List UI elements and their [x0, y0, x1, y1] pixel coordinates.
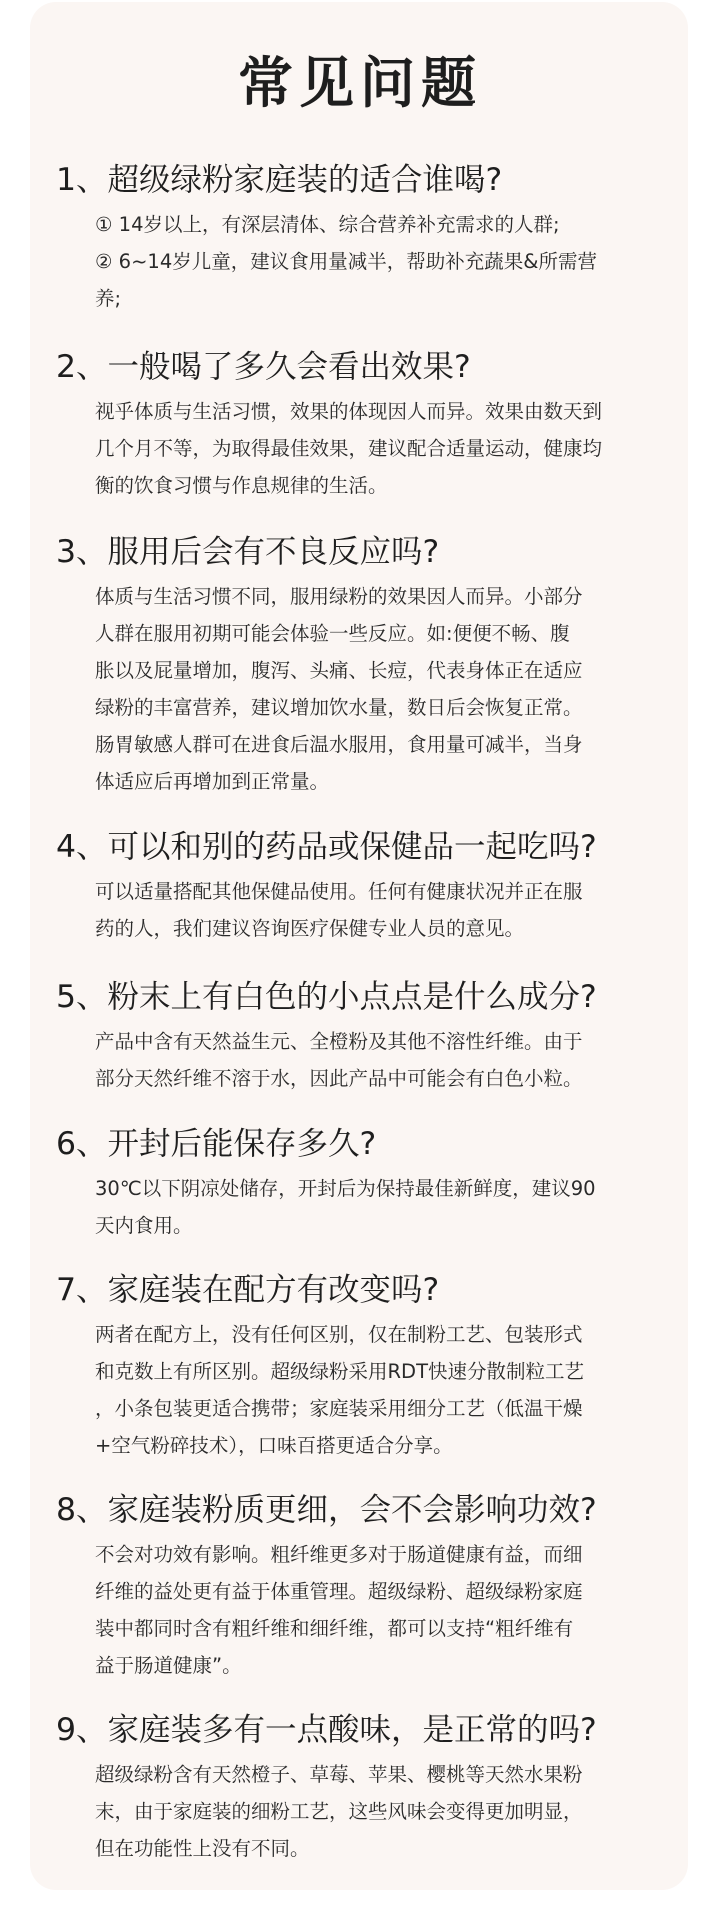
faq-question: 3、服用后会有不良反应吗? — [56, 534, 440, 570]
answer-line: 但在功能性上没有不同。 — [95, 1837, 310, 1860]
faq-answer — [95, 873, 672, 947]
answer-line: 养; — [95, 287, 122, 310]
faq-answer — [95, 206, 672, 317]
answer-line: 可以适量搭配其他保健品使用。任何有健康状况并正在服 — [95, 880, 583, 903]
faq-item-1 — [56, 158, 672, 317]
faq-answer — [95, 1756, 672, 1867]
answer-line: 胀以及屁量增加，腹泻、头痛、长痘，代表身体正在适应 — [95, 659, 583, 682]
answer-line: 两者在配方上，没有任何区别，仅在制粉工艺、包装形式 — [95, 1323, 583, 1346]
faq-item-3 — [56, 530, 672, 800]
faq-question: 4、可以和别的药品或保健品一起吃吗? — [56, 829, 597, 865]
faq-answer — [95, 578, 672, 800]
answer-line: 和克数上有所区别。超级绿粉采用RDT快速分散制粒工艺 — [95, 1360, 584, 1383]
faq-question: 5、粉末上有白色的小点点是什么成分? — [56, 979, 597, 1015]
answer-line: 体质与生活习惯不同，服用绿粉的效果因人而异。小部分 — [95, 585, 583, 608]
faq-item-7 — [56, 1268, 672, 1464]
page-title: 常见问题 — [237, 51, 482, 115]
answer-line: 衡的饮食习惯与作息规律的生活。 — [95, 474, 388, 497]
faq-answer — [95, 393, 672, 504]
answer-line: 30℃以下阴凉处储存，开封后为保持最佳新鲜度，建议90 — [95, 1177, 596, 1200]
faq-item-5 — [56, 975, 672, 1097]
answer-line: 益于肠道健康”。 — [95, 1654, 242, 1677]
faq-question: 1、超级绿粉家庭装的适合谁喝? — [56, 162, 503, 198]
faq-item-6 — [56, 1122, 672, 1244]
faq-item-9 — [56, 1708, 672, 1867]
faq-question: 6、开封后能保存多久? — [56, 1126, 377, 1162]
faq-answer — [95, 1316, 672, 1464]
answer-line: 肠胃敏感人群可在进食后温水服用，食用量可减半，当身 — [95, 733, 583, 756]
answer-line: 人群在服用初期可能会体验一些反应。如:便便不畅、腹 — [95, 622, 570, 645]
answer-line: ① 14岁以上，有深层清体、综合营养补充需求的人群; — [95, 213, 560, 236]
answer-line: +空气粉碎技术），口味百搭更适合分享。 — [95, 1434, 453, 1457]
faq-question: 8、家庭装粉质更细，会不会影响功效? — [56, 1492, 597, 1528]
faq-answer — [95, 1536, 672, 1684]
answer-line: 天内食用。 — [95, 1214, 193, 1237]
faq-item-8 — [56, 1488, 672, 1684]
answer-line: 部分天然纤维不溶于水，因此产品中可能会有白色小粒。 — [95, 1067, 583, 1090]
answer-line: 不会对功效有影响。粗纤维更多对于肠道健康有益，而细 — [95, 1543, 583, 1566]
faq-item-2 — [56, 345, 672, 504]
answer-line: 体适应后再增加到正常量。 — [95, 770, 330, 793]
answer-line: 视乎体质与生活习惯，效果的体现因人而异。效果由数天到 — [95, 400, 603, 423]
faq-question: 9、家庭装多有一点酸味，是正常的吗? — [56, 1712, 597, 1748]
answer-line: 产品中含有天然益生元、全橙粉及其他不溶性纤维。由于 — [95, 1030, 583, 1053]
answer-line: ② 6~14岁儿童，建议食用量减半，帮助补充蔬果&所需营 — [95, 250, 597, 273]
faq-question: 2、一般喝了多久会看出效果? — [56, 349, 471, 385]
answer-line: ，小条包装更适合携带；家庭装采用细分工艺（低温干燥 — [95, 1397, 583, 1420]
faq-question: 7、家庭装在配方有改变吗? — [56, 1272, 440, 1308]
faq-answer — [95, 1170, 672, 1244]
answer-line: 装中都同时含有粗纤维和细纤维，都可以支持“粗纤维有 — [95, 1617, 574, 1640]
answer-line: 几个月不等，为取得最佳效果，建议配合适量运动，健康均 — [95, 437, 603, 460]
answer-line: 纤维的益处更有益于体重管理。超级绿粉、超级绿粉家庭 — [95, 1580, 583, 1603]
answer-line: 超级绿粉含有天然橙子、草莓、苹果、樱桃等天然水果粉 — [95, 1763, 583, 1786]
answer-line: 末，由于家庭装的细粉工艺，这些风味会变得更加明显， — [95, 1800, 583, 1823]
faq-item-4 — [56, 825, 672, 947]
faq-answer — [95, 1023, 672, 1097]
answer-line: 绿粉的丰富营养，建议增加饮水量，数日后会恢复正常。 — [95, 696, 583, 719]
answer-line: 药的人，我们建议咨询医疗保健专业人员的意见。 — [95, 917, 525, 940]
